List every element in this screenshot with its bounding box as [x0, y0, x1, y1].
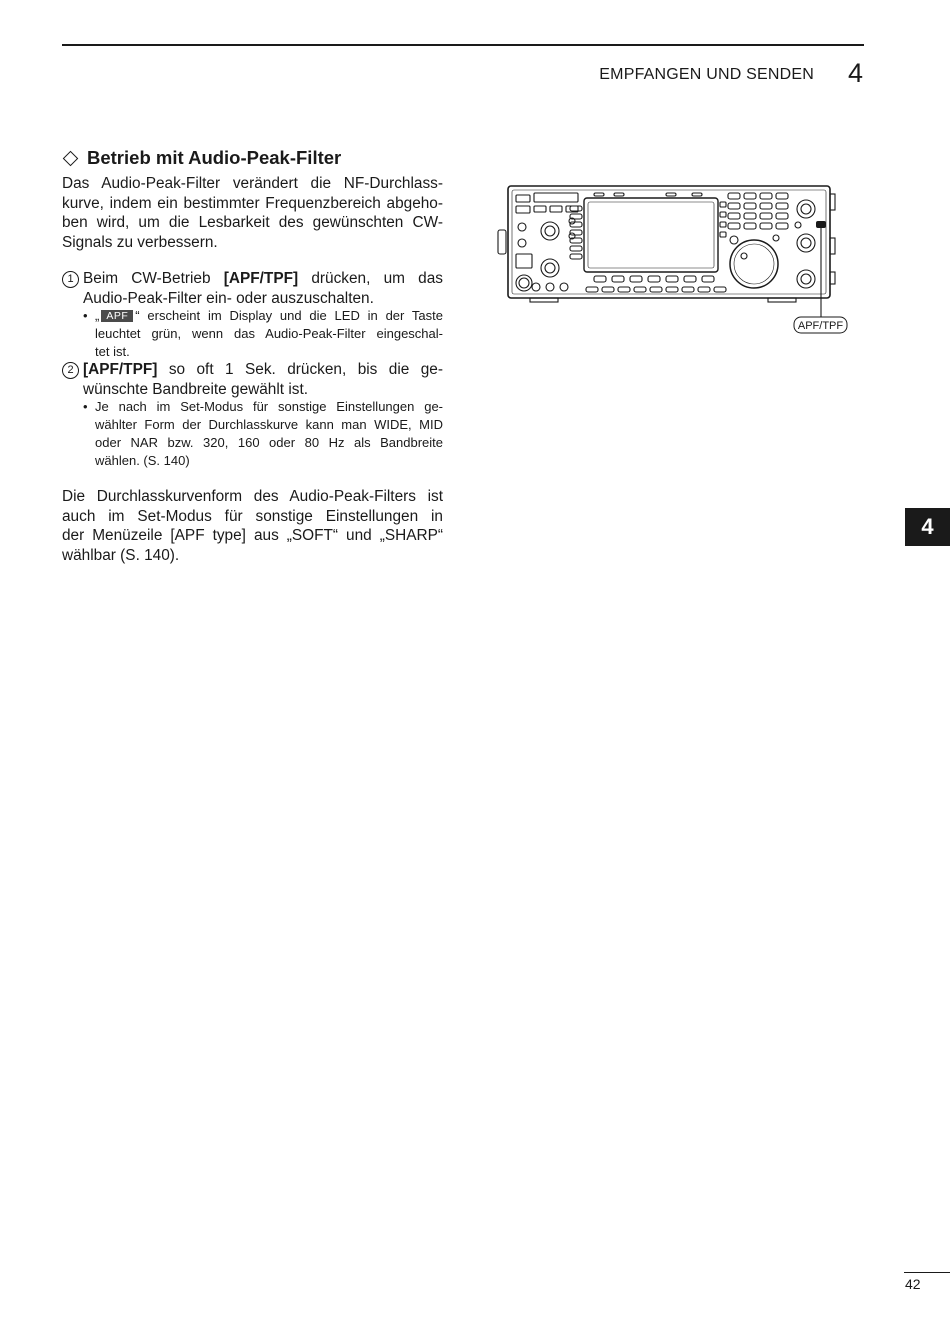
apf-display-indicator: APF [101, 310, 133, 322]
outro-line: wählbar (S. 140). [62, 546, 180, 564]
header-rule [62, 44, 864, 46]
step-1 [62, 269, 443, 308]
step-2-bullet [83, 398, 443, 470]
chapter-title: EMPFANGEN UND SENDEN [599, 66, 814, 83]
step-number: 1 [62, 271, 79, 288]
step-2-line-1: [APF/TPF] so oft 1 Sek. drücken, bis die ge- [83, 361, 443, 378]
transceiver-front-panel [496, 180, 856, 340]
outro-line: Die Durchlasskurvenform des Audio-Peak-Filters ist [62, 488, 443, 505]
bullet-line: „ APF “ erscheint im Display und die LED in der Taste [95, 308, 443, 323]
step-2 [62, 360, 443, 399]
section-heading [62, 147, 341, 169]
key-label: [APF/TPF] [83, 361, 158, 378]
intro-line: Signals zu verbessern. [62, 233, 218, 251]
key-label: [APF/TPF] [223, 270, 299, 287]
transceiver-illustration [496, 180, 856, 340]
apf-tpf-button-marker [816, 221, 826, 228]
bullet-line: leuchtet grün, wenn das Audio-Peak-Filter eingeschal- [95, 326, 443, 341]
apf-tpf-callout-label: APF/TPF [797, 320, 844, 332]
bullet-line: wählter Form der Durchlasskurve kann man WIDE, MID [95, 417, 443, 432]
intro-line: ben wird, um die Lesbarkeit des gewünschten CW- [62, 214, 443, 232]
outro-line: auch im Set-Modus für sonstige Einstellungen in [62, 507, 443, 525]
bullet-line: wählen. (S. 140) [95, 453, 190, 468]
bullet-dot: • [83, 308, 88, 323]
chapter-number: 4 [848, 58, 864, 88]
bullet-line: oder NAR bzw. 320, 160 oder 80 Hz als Bandbreite [95, 435, 443, 450]
intro-paragraph [62, 174, 443, 252]
bullet-line: tet ist. [95, 344, 130, 359]
page-number: 42 [905, 1276, 921, 1292]
bullet-line: Je nach im Set-Modus für sonstige Einstellungen ge- [95, 399, 443, 414]
chapter-tab: 4 [905, 508, 950, 546]
section-heading-text: Betrieb mit Audio-Peak-Filter [87, 147, 342, 168]
outro-line: der Menüzeile [APF type] aus „SOFT“ und „SHARP“ [62, 527, 443, 545]
step-number: 2 [62, 362, 79, 379]
footer-rule [904, 1272, 950, 1273]
step-1-bullet [83, 307, 443, 361]
step-2-line-2: wünschte Bandbreite gewählt ist. [83, 380, 309, 398]
intro-line: kurve, indem ein bestimmter Frequenzbereich abgeho- [62, 194, 443, 212]
intro-line: Das Audio-Peak-Filter verändert die NF-Durchlass- [62, 175, 443, 192]
diamond-icon [63, 150, 79, 166]
step-1-line-2: Audio-Peak-Filter ein- oder auszuschalten. [83, 289, 374, 307]
outro-paragraph [62, 487, 443, 565]
step-1-line-1: Beim CW-Betrieb [APF/TPF] drücken, um das [83, 270, 443, 287]
bullet-dot: • [83, 399, 88, 414]
